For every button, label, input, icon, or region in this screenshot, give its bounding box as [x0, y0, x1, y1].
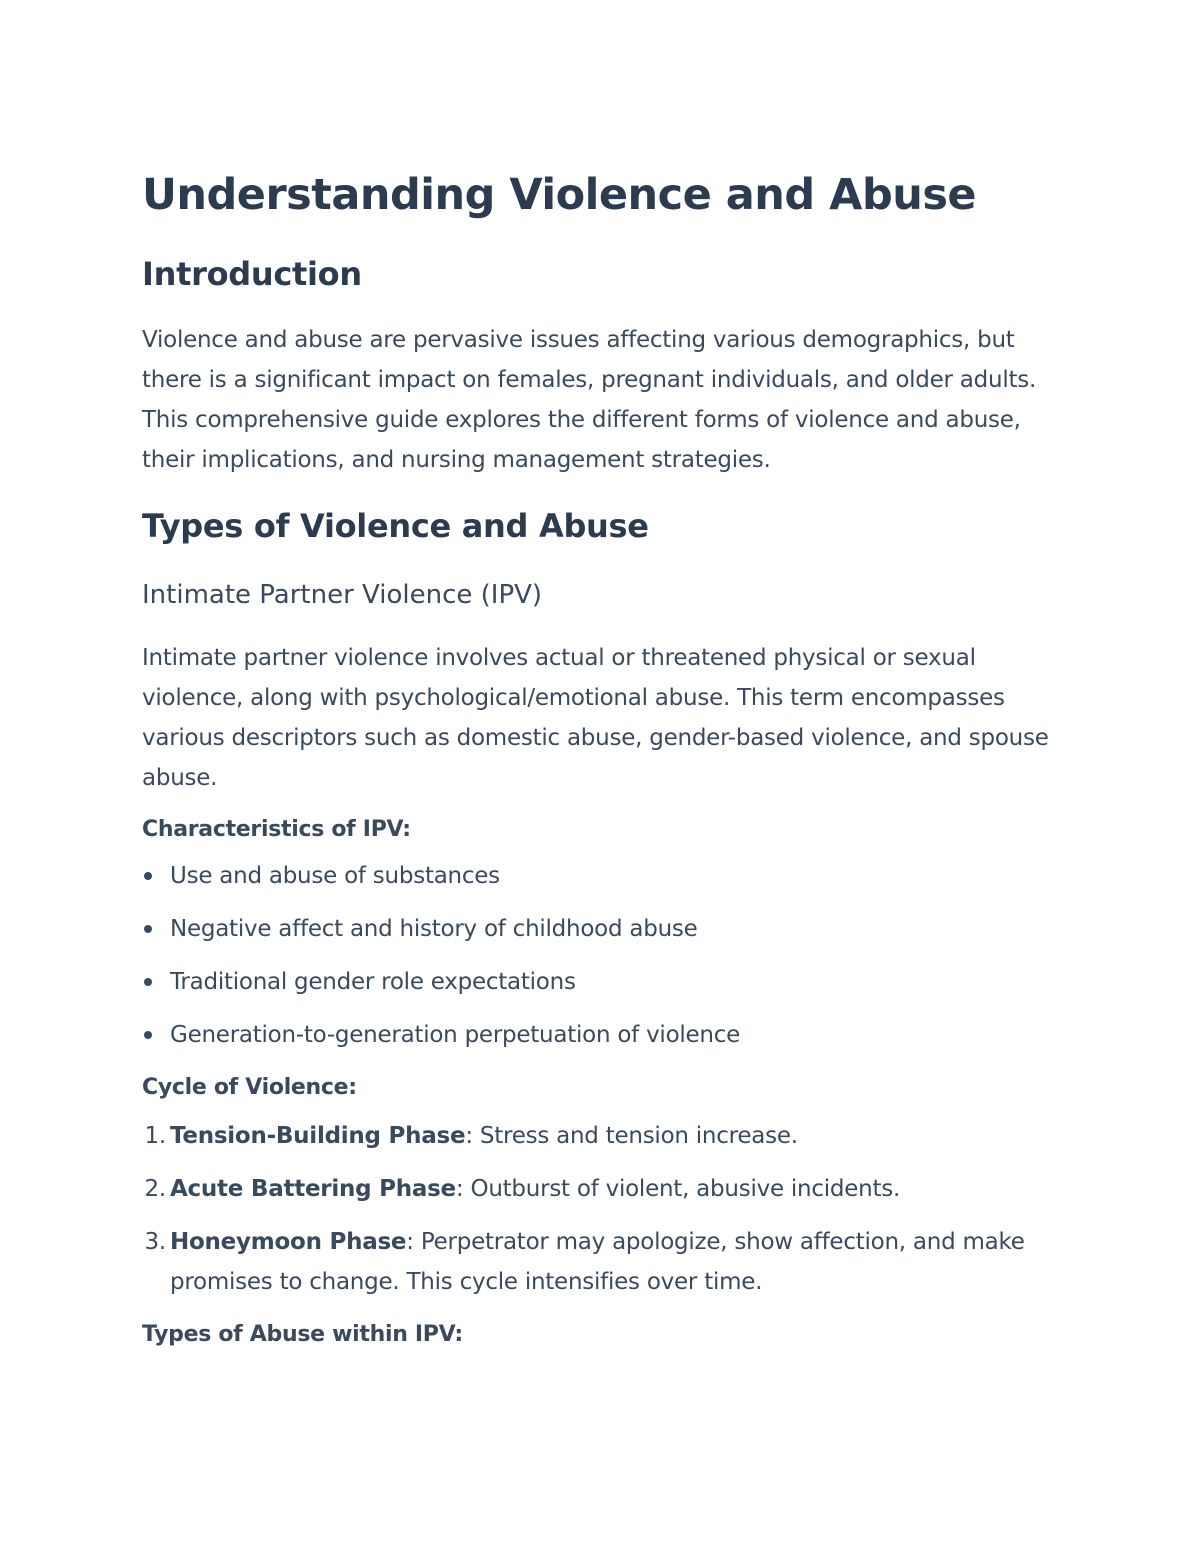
ipv-paragraph: Intimate partner violence involves actual or threatened physical or sexual violence, along with psychological/emotional abuse. This term encompasses various descriptors such as domestic abuse, gender-based violence, and spouse abuse. [142, 645, 1049, 791]
list-number: 1. [144, 1123, 166, 1149]
types-heading: Types of Violence and Abuse [142, 507, 649, 545]
intro-heading: Introduction [142, 255, 362, 293]
phase-description: : Perpetrator may apologize, show affection, and make promises to change. This cycle intensifies over time. [170, 1229, 1025, 1295]
list-number: 2. [144, 1176, 166, 1202]
list-item-text: Negative affect and history of childhood abuse [170, 916, 698, 942]
intro-paragraph: Violence and abuse are pervasive issues affecting various demographics, but there is a significant impact on females, pregnant individuals, and older adults. This comprehensive guide explores the different forms of violence and abuse, their implications, and nursing management strategies. [142, 327, 1037, 473]
list-item [142, 1169, 1072, 1209]
list-item [142, 962, 1072, 1002]
bullet-icon [144, 1031, 152, 1039]
list-item [142, 1116, 1072, 1156]
phase-term: Honeymoon Phase [170, 1229, 407, 1255]
characteristics-list [142, 856, 1072, 1055]
abuse-types-label: Types of Abuse within IPV: [142, 1322, 463, 1347]
list-number: 3. [144, 1229, 166, 1255]
bullet-icon [144, 872, 152, 880]
list-item-text: Traditional gender role expectations [170, 969, 576, 995]
cycle-list [142, 1116, 1072, 1302]
page-title: Understanding Violence and Abuse [142, 170, 977, 220]
list-item [142, 1015, 1072, 1055]
list-item [142, 909, 1072, 949]
cycle-label: Cycle of Violence: [142, 1075, 357, 1100]
document-page [142, 160, 1072, 1355]
phase-term: Tension-Building Phase [170, 1123, 466, 1149]
bullet-icon [144, 978, 152, 986]
characteristics-label: Characteristics of IPV: [142, 817, 411, 842]
phase-term: Acute Battering Phase [170, 1176, 456, 1202]
phase-description: : Outburst of violent, abusive incidents. [455, 1176, 901, 1202]
list-item [142, 1222, 1072, 1302]
ipv-heading: Intimate Partner Violence (IPV) [142, 580, 543, 610]
list-item-text: Generation-to-generation perpetuation of violence [170, 1022, 741, 1048]
list-item-text: Use and abuse of substances [170, 863, 500, 889]
bullet-icon [144, 925, 152, 933]
list-item [142, 856, 1072, 896]
phase-description: : Stress and tension increase. [465, 1123, 798, 1149]
